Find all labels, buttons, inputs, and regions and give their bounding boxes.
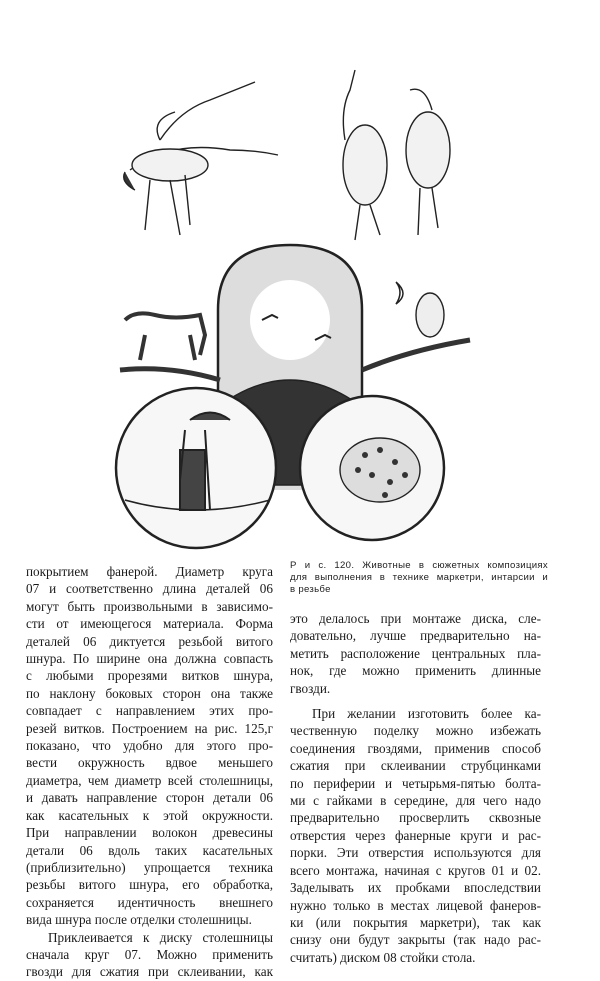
text-line: При желании изготовить более ка- — [312, 706, 541, 722]
figure-caption — [290, 560, 548, 596]
text-line: по периферии и четырьмя-пятью болта- — [290, 775, 541, 791]
text-line: Приклеивается к диску столешницы — [48, 929, 273, 945]
text-line: и давать направление сторон детали 06 — [26, 790, 273, 806]
moose-icon — [125, 313, 205, 360]
text-line: совпадает с направлением этих про- — [26, 703, 273, 719]
cranes-right-icon — [343, 70, 450, 240]
text-line: отверстия через фанерные круги и рас- — [290, 827, 541, 843]
text-line: чественную поделку можно избежать — [290, 723, 541, 739]
caption-line: для выполнения в технике маркетри, интарсии и — [290, 572, 548, 583]
text-line: ми с гайками в середине, для чего надо — [290, 793, 541, 809]
text-line: Заделывать их пробками впоследствии — [290, 880, 541, 896]
text-line: предварительно просверлить сквозные — [290, 810, 541, 826]
text-line: считать) диском 08 стойки стола. — [290, 949, 476, 965]
body-text-right-column — [290, 610, 541, 966]
text-line: ки (или покрытия маркетри), так как — [290, 914, 541, 930]
body-text-left-column — [26, 563, 273, 981]
text-line: довательно, лучше предварительно на- — [290, 628, 541, 644]
text-line: 07 и соответственно длина деталей 06 — [26, 581, 273, 597]
text-line: порки. Эти отверстия используются для — [290, 845, 541, 861]
text-line: по наклону боковых сторон она также — [26, 685, 273, 701]
text-line: сохраняется идентичность внешнего — [26, 894, 273, 910]
text-line: покрытием фанерой. Диаметр круга — [26, 564, 273, 579]
caption-line: Р и с. 120. Животные в сюжетных композициях — [290, 560, 548, 571]
text-line: вида шнура после отделки столешницы. — [26, 912, 252, 928]
text-line: соединения гвоздями, применив способ — [290, 740, 541, 756]
caption-line: в резьбе — [290, 584, 331, 595]
text-line: детали 06 вдоль таких касательных — [26, 842, 273, 858]
text-line: как касательных к этой окружности. — [26, 807, 273, 823]
text-line: При направлении волокон древесины — [26, 825, 273, 841]
text-line: шнура. По ширине она должна совпасть — [26, 651, 273, 667]
text-line: деталей 06 диктуется резьбой витого — [26, 633, 273, 649]
text-line: вести окружность вдвое меньшего — [26, 755, 273, 771]
text-line: метить расположение центральных пла- — [290, 645, 541, 661]
text-line: всего монтажа, начиная с кругов 01 и 02. — [290, 862, 541, 878]
text-line: нок, где можно применить длинные — [290, 663, 541, 679]
text-line: сначала круг 07. Можно применить — [26, 946, 273, 962]
text-line: с любыми прорезями витков шнура, — [26, 668, 273, 684]
text-line: это делалось при монтаже диска, сле- — [290, 611, 541, 626]
text-line: снизу они будут закрыты (так надо рас- — [290, 932, 541, 948]
owl-icon — [416, 293, 444, 337]
text-line: диаметра, чем диаметр всей столешницы, — [26, 772, 273, 788]
text-line: гвозди. — [290, 680, 331, 696]
text-line: резей витков. Построением на рис. 125,г — [26, 720, 273, 736]
text-line: сти от имеющегося материала. Форма — [26, 616, 273, 632]
paragraph-gap — [290, 697, 541, 705]
cranes-left-icon — [124, 82, 278, 235]
text-line: могут быть произвольными в зависимо- — [26, 598, 273, 614]
text-line: показано, что удобно для этого про- — [26, 738, 273, 754]
text-line: нужно только в местах лицевой фанеров- — [290, 897, 541, 913]
text-line: сжатия при склеивании струбцинками — [290, 758, 541, 774]
text-line: (приблизительно) упрощается техника — [26, 859, 273, 875]
crescent-moon-icon — [396, 282, 403, 304]
text-line: резьбы витого шнура, его обработка, — [26, 877, 273, 893]
text-line: гвозди для сжатия при склеивании, как — [26, 964, 273, 980]
